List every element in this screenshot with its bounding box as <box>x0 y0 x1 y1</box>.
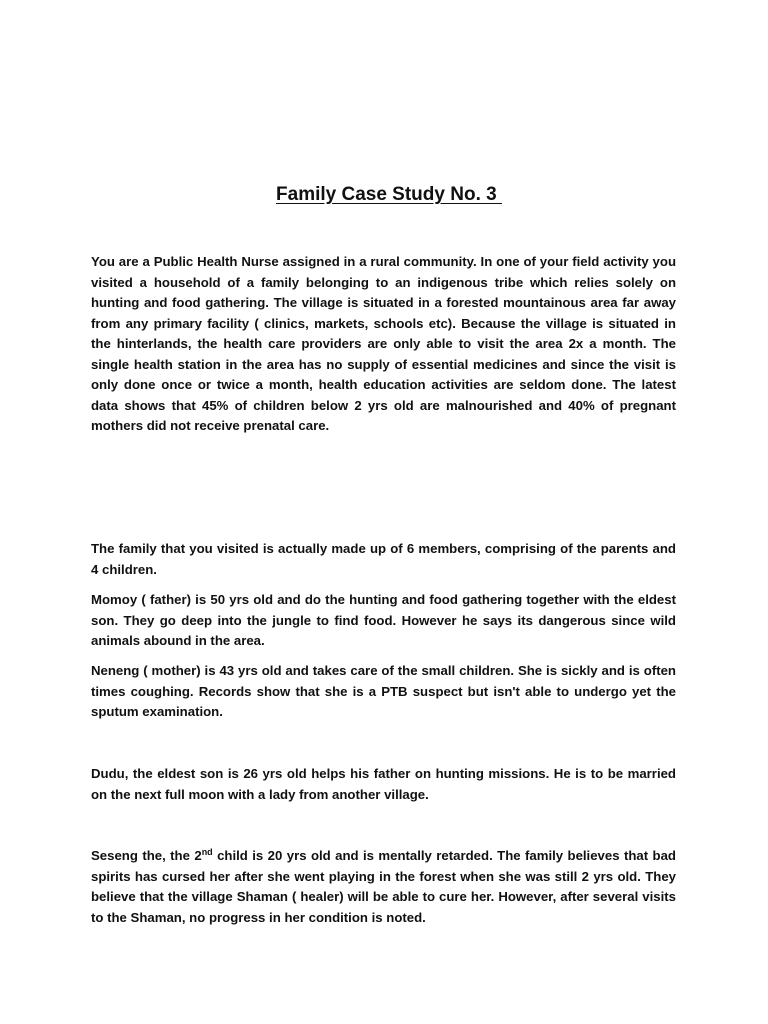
second-child-text-rest: child is 20 yrs old and is mentally retarded. The family believes that bad spirits has cursed her after she went playing in the forest when she was still 2 yrs old. They believe that the village Shaman ( healer) will be able to cure her. However, after several visits to the Shaman, no progress in her condition is noted. <box>91 848 676 925</box>
second-child-paragraph <box>91 846 676 928</box>
eldest-son-paragraph: Dudu, the eldest son is 26 yrs old helps his father on hunting missions. He is to be married on the next full moon with a lady from another village. <box>91 766 676 802</box>
document-title: Family Case Study No. 3 <box>276 184 502 205</box>
ordinal-superscript: nd <box>201 847 213 857</box>
family-overview-paragraph: The family that you visited is actually made up of 6 members, comprising of the parents and 4 children. <box>91 541 676 577</box>
intro-paragraph: You are a Public Health Nurse assigned in a rural community. In one of your field activity you visited a household of a family belonging to an indigenous tribe which relies solely on hunting and food gathering. The village is situated in a forested mountainous area far away from any primary facility ( clinics, markets, schools etc). Because the village is situated in the hinterlands, the health care providers are only able to visit the area 2x a month. The single health station in the area has no supply of essential medicines and since the visit is only done once or twice a month, health education activities are seldom done. The latest data shows that 45% of children below 2 yrs old are malnourished and 40% of pregnant mothers did not receive prenatal care. <box>91 254 676 433</box>
mother-paragraph: Neneng ( mother) is 43 yrs old and takes care of the small children. She is sickly and is often times coughing. Records show that she is a PTB suspect but isn't able to undergo yet the sputum examination. <box>91 663 676 719</box>
father-paragraph: Momoy ( father) is 50 yrs old and do the hunting and food gathering together with the eldest son. They go deep into the jungle to find food. However he says its dangerous since wild animals abound in the area. <box>91 592 676 648</box>
second-child-text-start: Seseng the, the 2 <box>91 848 202 863</box>
